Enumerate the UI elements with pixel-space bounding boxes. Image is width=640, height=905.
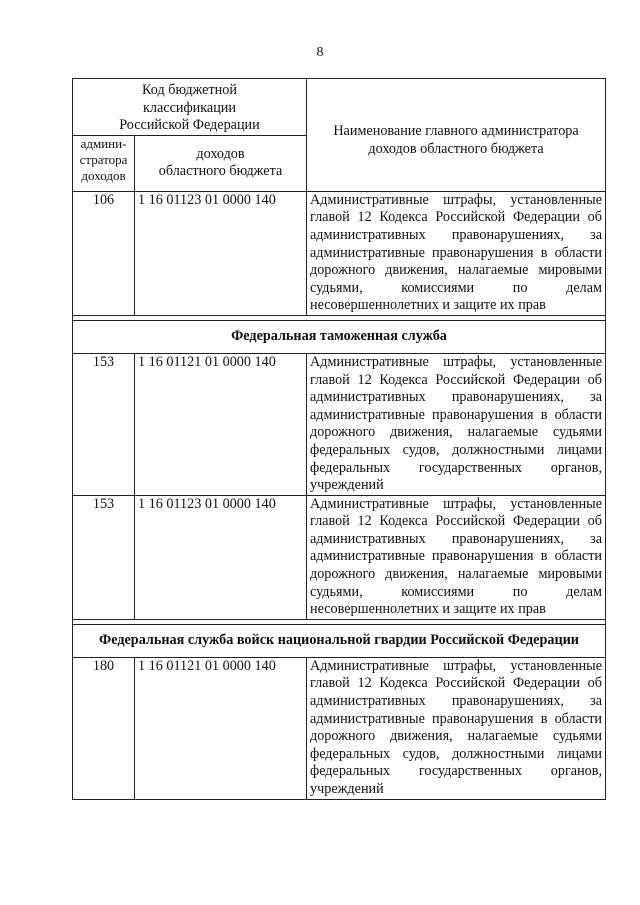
description-line: дорожного движения, налагаемые мировыми	[310, 262, 602, 279]
header-income-line: областного бюджета	[158, 163, 283, 180]
administrator-code-cell: 180	[73, 657, 135, 799]
header-code-line: классификации	[143, 99, 236, 116]
description-line: главой 12 Кодекса Российской Федерации об	[310, 513, 602, 530]
description-cell	[307, 353, 606, 495]
description-line: Административные штрафы, установленные	[310, 191, 602, 208]
description-line: учреждений	[310, 477, 384, 494]
header-income-line: доходов	[196, 145, 245, 162]
budget-classification-table	[72, 78, 606, 800]
description-line: административные правонарушения в области	[310, 710, 602, 727]
section-title: Федеральная служба войск национальной гвардии Российской Федерации	[73, 624, 606, 657]
description-line: административных правонарушениях, за	[310, 530, 602, 547]
administrator-code-cell: 153	[73, 495, 135, 619]
description-line: Административные штрафы, установленные	[310, 657, 602, 674]
description-line: административных правонарушениях, за	[310, 389, 602, 406]
description-line: дорожного движения, налагаемые судьями	[310, 728, 602, 745]
section-row	[73, 320, 606, 353]
header-admin-line: админи-	[80, 135, 127, 151]
description-line: федеральных государственных органов,	[310, 763, 602, 780]
header-name-line: Наименование главного администратора	[333, 123, 579, 140]
header-administrator-name	[307, 79, 606, 192]
description-line: административные правонарушения в области	[310, 244, 602, 261]
page-number: 8	[316, 45, 324, 60]
description-line: Административные штрафы, установленные	[310, 495, 602, 512]
description-line: федеральных государственных органов,	[310, 459, 602, 476]
description-line: главой 12 Кодекса Российской Федерации об	[310, 371, 602, 388]
description-line: несовершеннолетних и защите их прав	[310, 601, 546, 618]
header-name-line: доходов областного бюджета	[368, 140, 544, 157]
administrator-code-cell: 153	[73, 353, 135, 495]
income-code-cell: 1 16 01121 01 0000 140	[135, 657, 307, 799]
description-line: главой 12 Кодекса Российской Федерации об	[310, 675, 602, 692]
table-row	[73, 353, 606, 495]
description-line: федеральных судов, должностными лицами	[310, 441, 602, 458]
table-row	[73, 657, 606, 799]
description-line: административные правонарушения в области	[310, 548, 602, 565]
description-line: Административные штрафы, установленные	[310, 353, 602, 370]
income-code-cell: 1 16 01123 01 0000 140	[135, 495, 307, 619]
header-admin-line: стратора	[79, 151, 128, 167]
description-line: главой 12 Кодекса Российской Федерации об	[310, 209, 602, 226]
section-title: Федеральная таможенная служба	[73, 320, 606, 353]
description-line: учреждений	[310, 781, 384, 797]
income-code-cell: 1 16 01123 01 0000 140	[135, 191, 307, 315]
description-line: административные правонарушения в области	[310, 406, 602, 423]
table-row	[73, 191, 606, 315]
description-line: административных правонарушениях, за	[310, 226, 602, 243]
header-admin-line: доходов	[81, 167, 126, 183]
description-cell	[307, 191, 606, 315]
header-code-line: Российской Федерации	[119, 117, 260, 134]
section-row	[73, 624, 606, 657]
description-line: административных правонарушениях, за	[310, 693, 602, 710]
income-code-cell: 1 16 01121 01 0000 140	[135, 353, 307, 495]
description-cell	[307, 495, 606, 619]
header-income-code	[135, 135, 307, 191]
description-line: судьями, комиссиями по делам	[310, 583, 602, 600]
header-code-line: Код бюджетной	[142, 82, 237, 98]
description-line: несовершеннолетних и защите их прав	[310, 297, 546, 314]
administrator-code-cell: 106	[73, 191, 135, 315]
description-line: дорожного движения, налагаемые мировыми	[310, 566, 602, 583]
table-body	[73, 191, 606, 799]
description-line: дорожного движения, налагаемые судьями	[310, 424, 602, 441]
header-administrator-code	[73, 135, 135, 191]
description-cell	[307, 657, 606, 799]
description-line: судьями, комиссиями по делам	[310, 279, 602, 296]
table-row	[73, 495, 606, 619]
header-budget-code-group	[73, 79, 307, 136]
description-line: федеральных судов, должностными лицами	[310, 745, 602, 762]
